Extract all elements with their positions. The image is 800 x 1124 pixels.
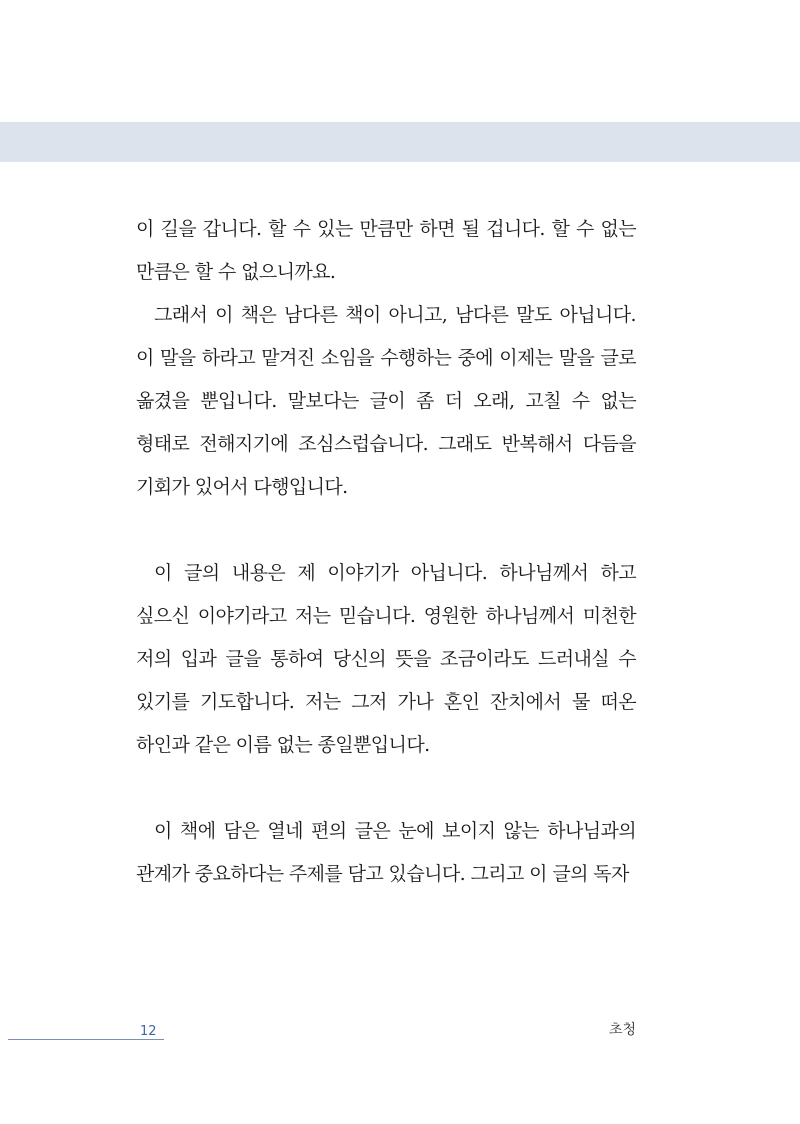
footer-rule [8,1039,164,1040]
header-band [0,122,800,162]
page-number: 12 [140,1024,157,1039]
paragraph-4: 이 책에 담은 열네 편의 글은 눈에 보이지 않는 하나님과의 관계가 중요하다는 주제를 담고 있습니다. 그리고 이 글의 독자 [136,820,636,885]
paragraph-2: 그래서 이 책은 남다른 책이 아니고, 남다른 말도 아닙니다. 이 말을 하라고 맡겨진 소임을 수행하는 중에 이제는 말을 글로 옮겼을 뿐입니다. 말보다는 글이 좀 더 오래, 고칠 수 없는 형태로 전해지기에 조심스럽습니다. 그래도 반복해서 다듬을 기회가 있어서 다행입니다. [136,304,636,498]
paragraph-3: 이 글의 내용은 제 이야기가 아닙니다. 하나님께서 하고 싶으신 이야기라고 저는 믿습니다. 영원한 하나님께서 미천한 저의 입과 글을 통하여 당신의 뜻을 조금이라도 드러내실 수 있기를 기도합니다. 저는 그저 가나 혼인 잔치에서 물 떠온 하인과 같은 이름 없는 종일뿐입니다. [136,562,636,756]
body-text [136,208,636,896]
paragraph-1: 이 길을 갑니다. 할 수 있는 만큼만 하면 될 겁니다. 할 수 없는 만큼은 할 수 없으니까요. [136,218,636,283]
chapter-label: 초청 [608,1022,636,1038]
